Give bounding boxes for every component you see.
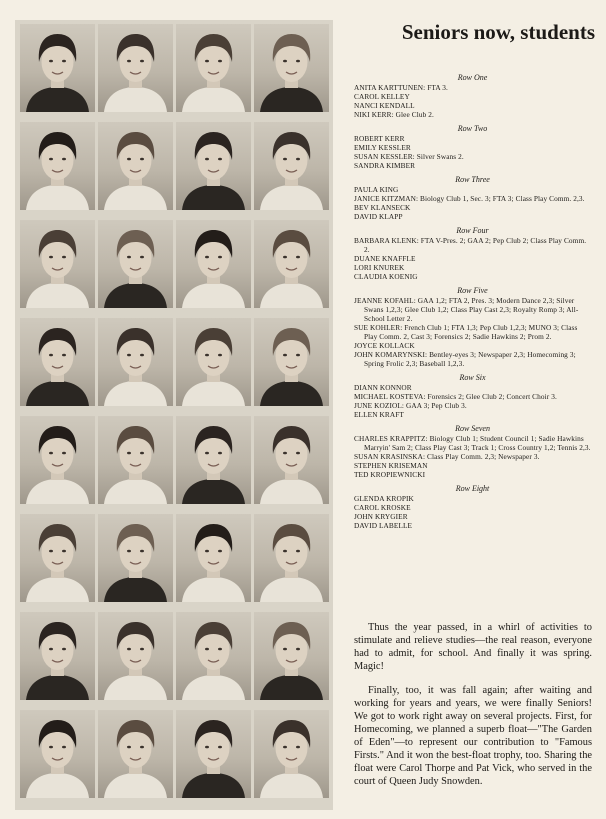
roster-entry: NANCI KENDALL xyxy=(354,101,415,110)
roster-entry: GLENDA KROPIK xyxy=(354,494,414,503)
roster-entry: STEPHEN KRISEMAN xyxy=(354,461,428,470)
senior-portrait xyxy=(98,416,173,504)
row-heading: Row Two xyxy=(457,124,488,133)
roster-entry: SUSAN KRASINSKA: Class Play Comm. 2,3; Newspaper 3. xyxy=(354,452,540,461)
senior-portrait xyxy=(254,612,329,700)
roster-entry: CLAUDIA KOENIG xyxy=(354,272,418,281)
roster-row-group xyxy=(354,424,591,479)
row-heading: Row Four xyxy=(456,226,489,235)
row-heading: Row Seven xyxy=(455,424,490,433)
senior-portrait xyxy=(20,710,95,798)
senior-portrait xyxy=(254,318,329,406)
roster-entry: PAULA KING xyxy=(354,185,399,194)
row-heading: Row Six xyxy=(459,373,486,382)
senior-portrait xyxy=(176,220,251,308)
roster-row-group xyxy=(354,286,591,368)
senior-portrait xyxy=(176,612,251,700)
row-heading: Row Three xyxy=(455,175,490,184)
roster-entry: JOHN KRYGIER xyxy=(354,512,408,521)
roster-entry: DAVID KLAPP xyxy=(354,212,403,221)
story-paragraph-2: Finally, too, it was fall again; after waiting and working for years and years, we were finally Seniors! We got to work right away on several projects. First, for Homecoming, we planned a superb float—"The Garden of Eden"—to represent our contribution to "Famous Firsts." And it won the best-float trophy, too. Sharing the float were Carol Thorpe and Pat Vick, who served in the court of Queen Judy Snowden. xyxy=(354,685,592,787)
roster-row-group xyxy=(354,73,591,119)
row-heading: Row Eight xyxy=(455,484,490,493)
senior-portrait xyxy=(98,220,173,308)
roster-entry: CAROL KROSKE xyxy=(354,503,411,512)
roster-row-group xyxy=(354,226,591,281)
roster-entry: JOYCE KOLLACK xyxy=(354,341,415,350)
senior-portrait xyxy=(254,514,329,602)
senior-portrait xyxy=(98,710,173,798)
roster-entry: CAROL KELLEY xyxy=(354,92,410,101)
senior-portrait xyxy=(20,514,95,602)
roster-entry: BARBARA KLENK: FTA V-Pres. 2; GAA 2; Pep Club 2; Class Play Comm. 2. xyxy=(354,236,587,254)
row-heading: Row One xyxy=(457,73,488,82)
roster-entry: CHARLES KRAPPITZ: Biology Club 1; Student Council 1; Sadie Hawkins Marryin' Sam 2; Class Play Cast 3; Track 1; Cross Country 1,2; Tennis 2,3. xyxy=(354,434,591,452)
roster-entry: ANITA KARTTUNEN: FTA 3. xyxy=(354,83,448,92)
roster-entry: SUE KOHLER: French Club 1; FTA 1,3; Pep Club 1,2,3; MUNO 3; Class Play Comm. 2, Cast 3; Forensics 2; Sadie Hawkins 2; Prom 2. xyxy=(354,323,578,341)
roster-entry: ROBERT KERR xyxy=(354,134,405,143)
row-heading: Row Five xyxy=(457,286,488,295)
senior-portrait xyxy=(176,318,251,406)
senior-portrait xyxy=(98,612,173,700)
senior-portrait xyxy=(254,122,329,210)
roster-entry: LORI KNUREK xyxy=(354,263,405,272)
roster-entry: ELLEN KRAFT xyxy=(354,410,404,419)
senior-portrait xyxy=(254,710,329,798)
senior-portrait xyxy=(176,416,251,504)
story-paragraph-1: Thus the year passed, in a whirl of activities to stimulate and relieve studies—the real reason, everyone had to admit, for school. And finally it was spring. Magic! xyxy=(354,622,592,672)
roster-entry: NIKI KERR: Glee Club 2. xyxy=(354,110,434,119)
senior-portrait xyxy=(20,318,95,406)
story-text xyxy=(354,621,592,799)
senior-portrait xyxy=(98,514,173,602)
senior-portrait-grid xyxy=(15,20,333,810)
senior-portrait xyxy=(176,710,251,798)
roster-row-group xyxy=(354,124,591,170)
roster-row-group xyxy=(354,484,591,530)
roster-entry: JANICE KITZMAN: Biology Club 1, Sec. 3; FTA 3; Class Play Comm. 2,3. xyxy=(354,194,585,203)
senior-portrait xyxy=(20,612,95,700)
senior-portrait xyxy=(254,220,329,308)
senior-portrait xyxy=(98,122,173,210)
senior-portrait xyxy=(20,220,95,308)
roster-entry: JEANNE KOFAHL: GAA 1,2; FTA 2, Pres. 3; Modern Dance 2,3; Silver Swans 1,2,3; Glee Club 1,2; Class Play Cast 2,3; Royalty Romp 3; All-School Letter 2. xyxy=(354,296,579,323)
roster-entry: MICHAEL KOSTEVA: Forensics 2; Glee Club 2; Concert Choir 3. xyxy=(354,392,557,401)
senior-portrait xyxy=(254,416,329,504)
roster-entry: EMILY KESSLER xyxy=(354,143,411,152)
roster-entry: BEV KLANSECK xyxy=(354,203,411,212)
page-title: Seniors now, students xyxy=(401,20,595,44)
roster-entry: DAVID LABELLE xyxy=(354,521,413,530)
roster-row-group xyxy=(354,175,591,221)
roster-entry: DIANN KONNOR xyxy=(354,383,412,392)
senior-portrait xyxy=(20,416,95,504)
senior-portrait xyxy=(98,24,173,112)
senior-portrait xyxy=(20,24,95,112)
senior-portrait xyxy=(98,318,173,406)
senior-portrait xyxy=(176,122,251,210)
senior-roster xyxy=(354,73,591,535)
senior-portrait xyxy=(176,24,251,112)
roster-row-group xyxy=(354,373,591,419)
roster-entry: SUSAN KESSLER: Silver Swans 2. xyxy=(354,152,464,161)
roster-entry: JUNE KOZIOL: GAA 3; Pep Club 3. xyxy=(354,401,467,410)
roster-entry: TED KROPIEWNICKI xyxy=(354,470,426,479)
senior-portrait xyxy=(176,514,251,602)
senior-portrait xyxy=(20,122,95,210)
roster-entry: JOHN KOMARYNSKI: Bentley-eyes 3; Newspaper 2,3; Homecoming 3; Spring Frolic 2,3; Baseball 1,2,3. xyxy=(354,350,576,368)
roster-entry: DUANE KNAFFLE xyxy=(354,254,416,263)
senior-portrait xyxy=(254,24,329,112)
roster-entry: SANDRA KIMBER xyxy=(354,161,416,170)
